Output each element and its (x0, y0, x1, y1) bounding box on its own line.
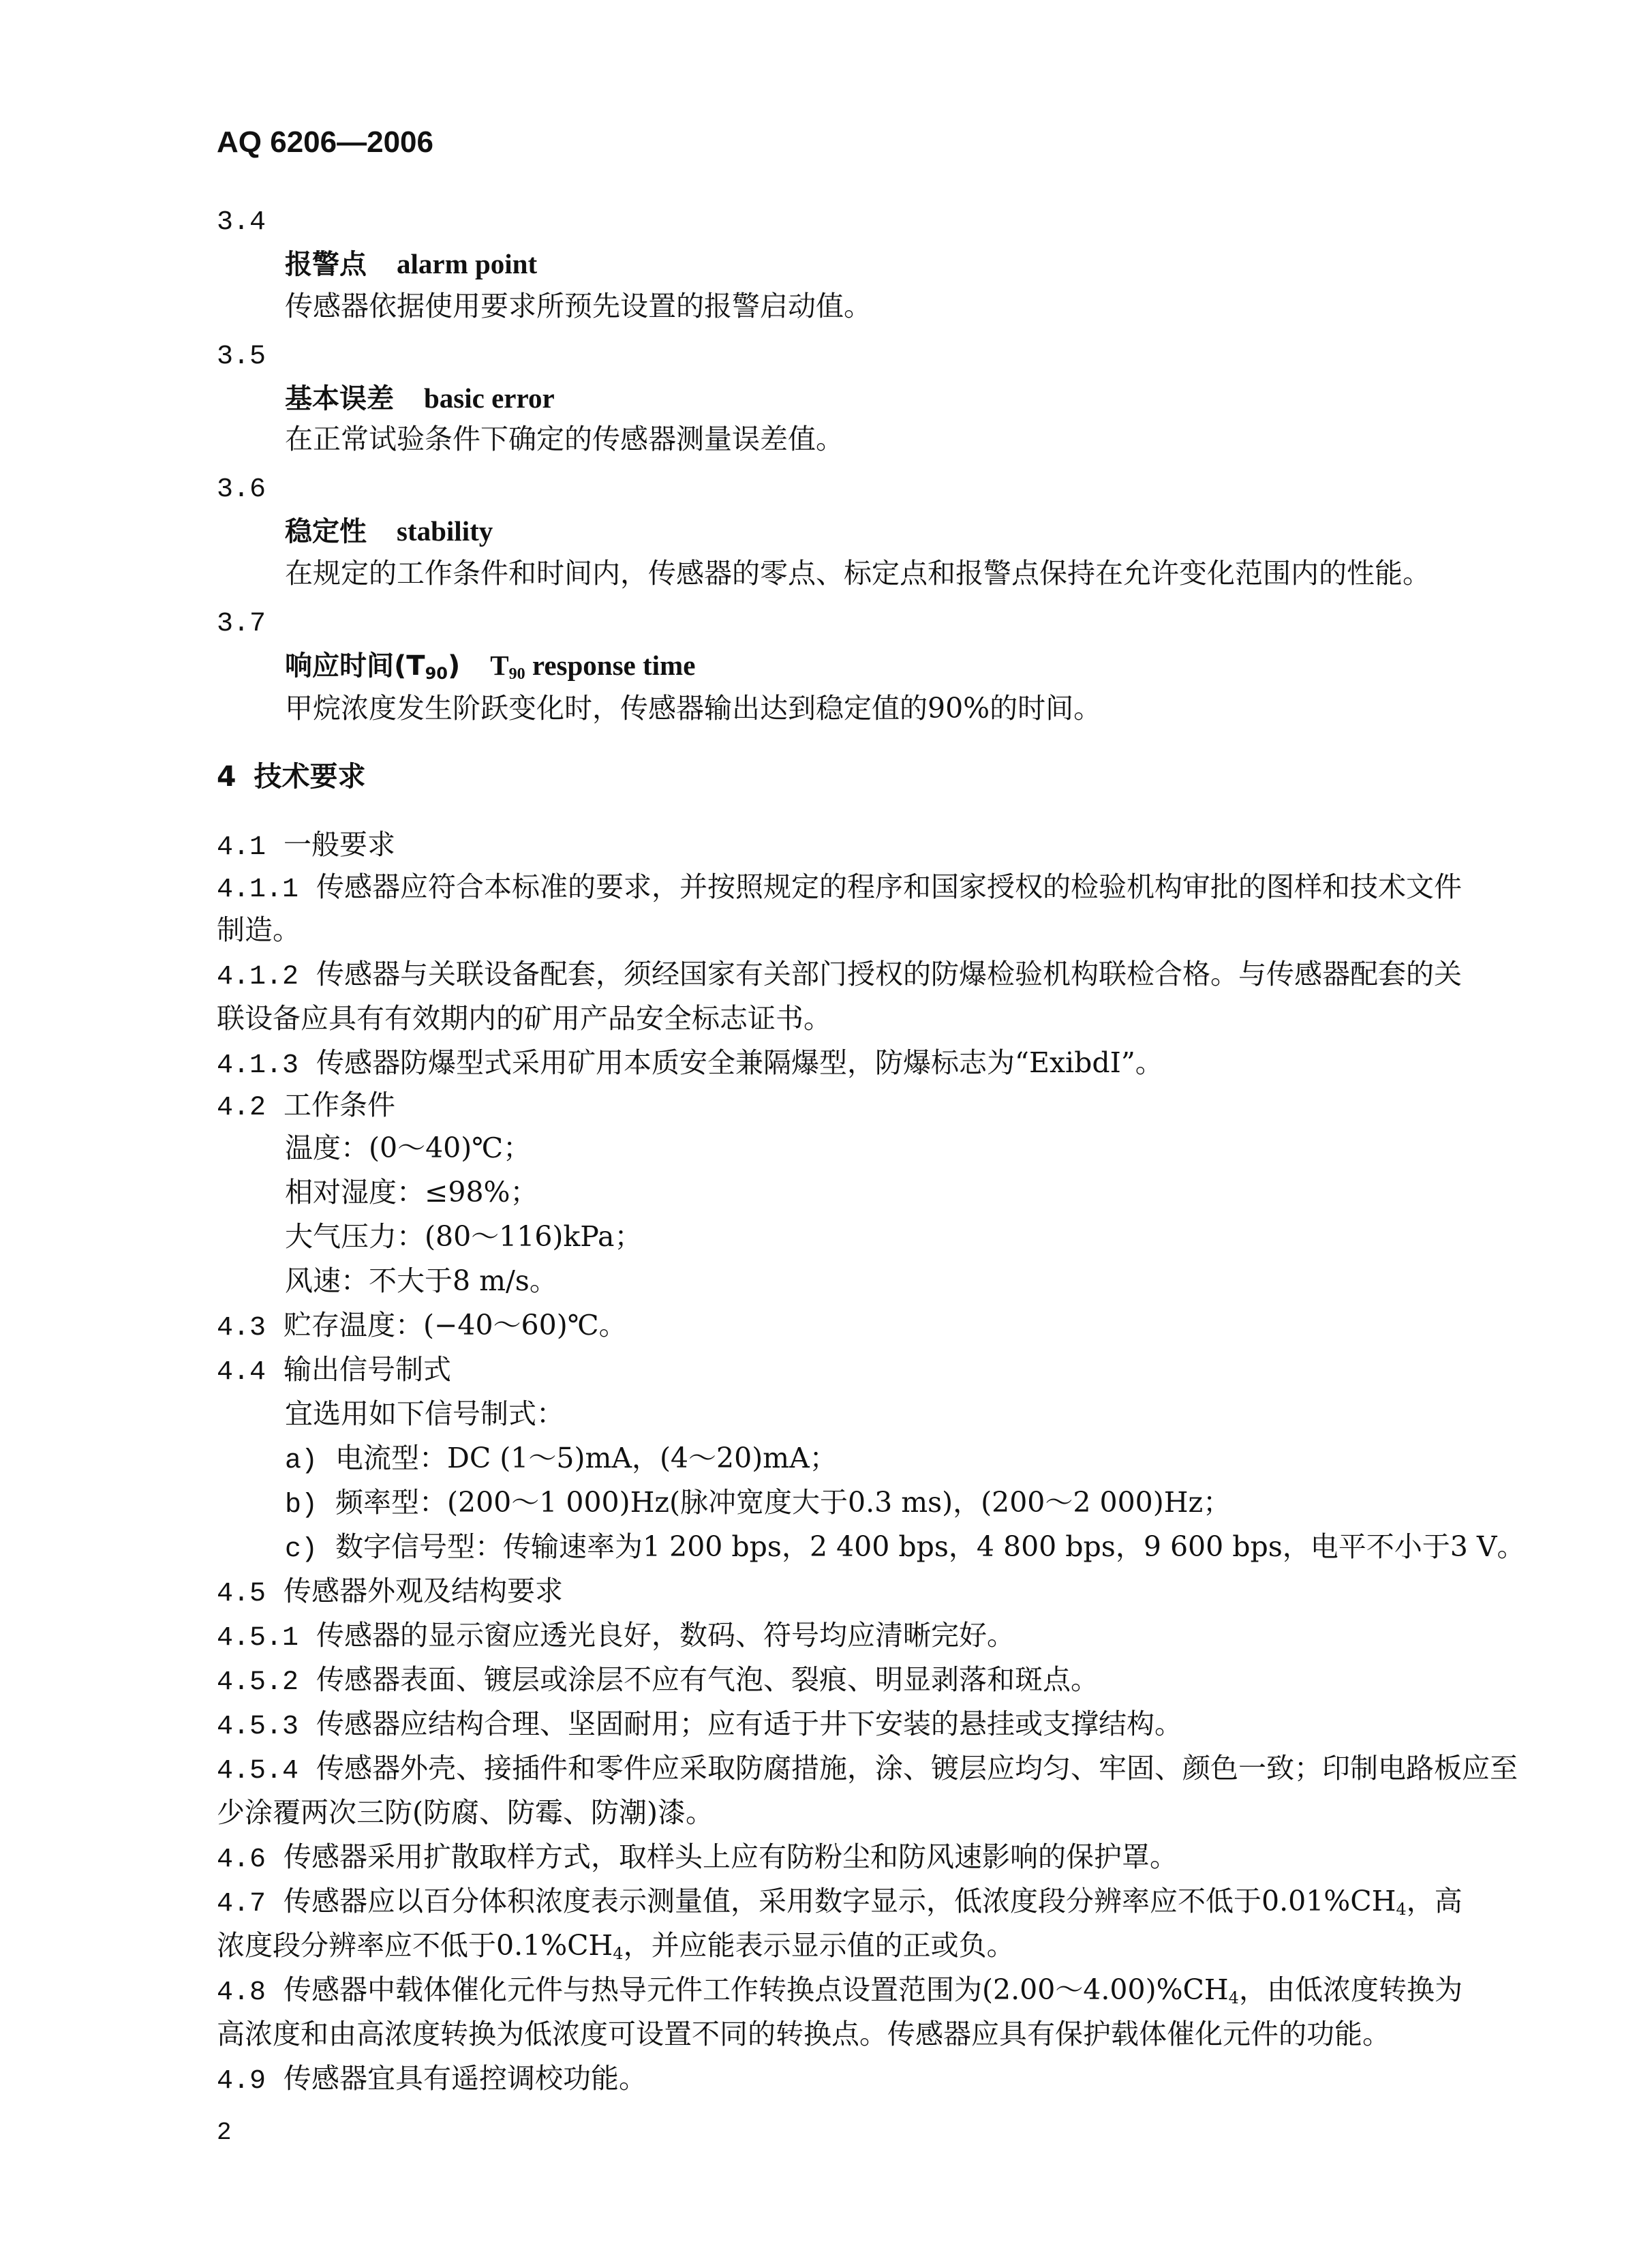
clause (217, 867, 1462, 910)
clause-text: 传感器表面、镀层或涂层不应有气泡、裂痕、明显剥落和斑点。 (316, 1663, 1099, 1696)
clause-text: 输出信号制式 (284, 1353, 452, 1386)
clause-text: 传感器宜具有遥控调校功能。 (284, 2062, 647, 2095)
clause-continuation: 少涂覆两次三防(防腐、防霉、防潮)漆。 (217, 1796, 714, 1829)
clause-text: 贮存温度：(−40～60)℃。 (284, 1309, 627, 1341)
clause-text: 传感器外壳、接插件和零件应采取防腐措施，涂、镀层应均匀、牢固、颜色一致；印制电路板应至 (316, 1752, 1518, 1785)
clause-text: 一般要求 (284, 828, 396, 861)
page-number: 2 (217, 2119, 232, 2146)
definition-text: 在规定的工作条件和时间内，传感器的零点、标定点和报警点保持在允许变化范围内的性能。 (285, 557, 1431, 590)
clause-number: 4.5 (217, 1579, 266, 1609)
clause-text: 传感器中载体催化元件与热导元件工作转换点设置范围为$(2.00\sim 4.00)\%CH_4$，由低浓度转换为 (284, 1973, 1463, 2007)
clause-number: 4.7 (217, 1889, 266, 1919)
clause (217, 1085, 395, 1128)
definition-term (285, 511, 493, 551)
clause (217, 1305, 627, 1348)
term-chinese: 稳定性 (285, 516, 367, 547)
clause-text: 传感器应结构合理、坚固耐用；应有适于井下安装的悬挂或支撑结构。 (316, 1708, 1183, 1740)
clause-continuation: 联设备应具有有效期内的矿用产品安全标志证书。 (217, 1002, 831, 1035)
clause (217, 1615, 1015, 1658)
clause-continuation: 制造。 (217, 913, 301, 946)
clause-number: 4.1.3 (217, 1050, 299, 1081)
clause (217, 1881, 1463, 1929)
list-item-text: 数字信号型：传输速率为1 200 bps，2 400 bps，4 800 bps，9 600 bps，电平不小于3 V。 (335, 1530, 1525, 1563)
clause-number: 4.1 (217, 832, 266, 863)
clause-number: 4.2 (217, 1093, 266, 1123)
condition-item: 相对湿度：≤98%； (285, 1176, 538, 1209)
clause-text: 传感器的显示窗应透光良好，数码、符号均应清晰完好。 (316, 1619, 1015, 1652)
clause-continuation: 高浓度和由高浓度转换为低浓度可设置不同的转换点。传感器应具有保护载体催化元件的功能。 (217, 2018, 1390, 2050)
condition-item: 大气压力：(80～116)kPa； (285, 1220, 643, 1253)
clause (217, 1704, 1182, 1747)
clause (217, 825, 395, 868)
condition-item: 温度：(0～40)℃； (285, 1132, 532, 1164)
list-item-text: 电流型：DC (1～5)mA，(4～20)mA； (335, 1442, 838, 1474)
definition-number: 3.7 (217, 609, 266, 639)
clause-text: 传感器外观及结构要求 (284, 1575, 564, 1607)
clause-number: 4.6 (217, 1845, 266, 1875)
definition-number: 3.6 (217, 474, 266, 505)
definition-number: 3.4 (217, 207, 266, 238)
list-item-label: b) (285, 1490, 318, 1521)
clause-number: 4.5.1 (217, 1623, 299, 1654)
clause-number: 4.9 (217, 2066, 266, 2097)
definition-number: 3.5 (217, 342, 266, 372)
section-heading (217, 757, 366, 796)
clause-text: 传感器防爆型式采用矿用本质安全兼隔爆型，防爆标志为“ExibdI”。 (316, 1046, 1163, 1079)
clause-number: 4.8 (217, 1977, 266, 2008)
condition-item: 风速：不大于8 m/s。 (285, 1264, 557, 1297)
standard-id: AQ 6206—2006 (217, 125, 433, 159)
definition-term (285, 646, 695, 694)
clause-number: 4.5.2 (217, 1667, 299, 1698)
clause (217, 1748, 1518, 1791)
clause-text: 工作条件 (284, 1089, 396, 1121)
clause-number: 4.3 (217, 1313, 266, 1344)
clause (217, 1660, 1099, 1703)
section-number: 4 (217, 760, 236, 793)
clause-intro: 宜选用如下信号制式： (285, 1397, 564, 1430)
section-title: 技术要求 (254, 760, 366, 793)
clause-number: 4.4 (217, 1357, 266, 1388)
clause (217, 1837, 1178, 1880)
clause-text: 传感器与关联设备配套，须经国家有关部门授权的防爆检验机构联检合格。与传感器配套的关 (316, 958, 1463, 990)
term-english: alarm point (397, 248, 538, 279)
clause-number: 4.1.1 (217, 875, 299, 905)
clause (217, 1970, 1463, 2018)
definition-text: 传感器依据使用要求所预先设置的报警启动值。 (285, 290, 872, 322)
definition-term (285, 244, 537, 284)
term-chinese: 基本误差 (285, 383, 394, 414)
clause (217, 1350, 451, 1393)
definition-term (285, 378, 555, 419)
clause (217, 1571, 563, 1614)
clause-number: 4.5.4 (217, 1756, 299, 1787)
clause (217, 2059, 647, 2101)
list-item-label: c) (285, 1534, 318, 1565)
clause-text: 传感器应符合本标准的要求，并按照规定的程序和国家授权的检验机构审批的图样和技术文件 (316, 870, 1463, 903)
list-item (285, 1438, 838, 1481)
list-item (285, 1527, 1525, 1570)
definition-text: 甲烷浓度发生阶跃变化时，传感器输出达到稳定值的90%的时间。 (285, 692, 1102, 725)
clause-text: 传感器采用扩散取样方式，取样头上应有防粉尘和防风速影响的保护罩。 (284, 1840, 1178, 1873)
term-english: stability (397, 515, 493, 547)
clause-number: 4.1.2 (217, 962, 299, 992)
definition-text: 在正常试验条件下确定的传感器测量误差值。 (285, 423, 844, 455)
term-chinese: 响应时间$(T_{90})$ (285, 650, 461, 683)
clause (217, 954, 1462, 997)
clause-continuation: 浓度段分辨率应不低于$0.1\%CH_4$，并应能表示显示值的正或负。 (217, 1929, 1015, 1963)
clause (217, 1043, 1163, 1086)
list-item (285, 1483, 1231, 1526)
term-english: $T_{90}$ response time (490, 650, 696, 683)
clause-number: 4.5.3 (217, 1712, 299, 1742)
term-chinese: 报警点 (285, 249, 367, 280)
term-english: basic error (424, 382, 555, 414)
list-item-text: 频率型：(200～1 000)Hz(脉冲宽度大于0.3 ms)，(200～2 000)Hz； (335, 1486, 1232, 1519)
clause-text: 传感器应以百分体积浓度表示测量值，采用数字显示，低浓度段分辨率应不低于$0.01\%CH_4$，高 (284, 1885, 1463, 1919)
list-item-label: a) (285, 1446, 318, 1476)
